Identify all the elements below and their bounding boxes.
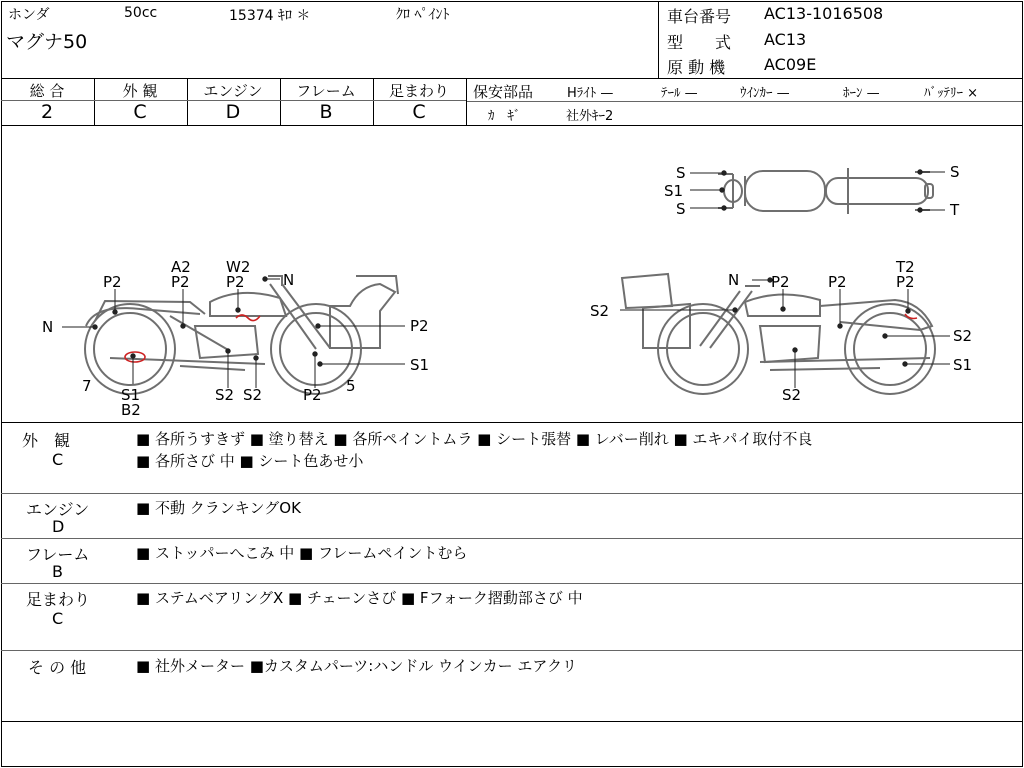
mark-label: P2 — [171, 273, 190, 291]
mark-label: S1 — [410, 356, 430, 374]
engine-model-value: AC09E — [764, 55, 817, 74]
remark-category-suspension: 足まわり — [26, 590, 91, 609]
grade-value-suspension: C — [412, 101, 426, 123]
mark-label: S — [676, 164, 686, 182]
safety-horn: ﾎｰﾝ — — [843, 86, 880, 101]
mark-label: W2 — [226, 258, 251, 276]
mark-label: T — [950, 201, 960, 219]
remark-line: ■ 各所うすきず ■ 塗り替え ■ 各所ペイントムラ ■ シート張替 ■ レバー削れ ■ エキパイ取付不良 — [136, 430, 813, 448]
key-label: ｶ ｷﾞ — [488, 109, 521, 124]
grade-label-engine: エンジン — [203, 82, 263, 100]
mark-label: 7 — [82, 377, 92, 395]
frame-number-value: AC13-1016508 — [764, 4, 884, 23]
mark-label: P2 — [103, 273, 122, 291]
motorcycle-diagram — [0, 126, 1022, 421]
remark-category-engine: エンジン — [26, 500, 90, 519]
mark-label: N — [42, 318, 54, 336]
mark-label: N — [283, 271, 295, 289]
mark-label: P2 — [771, 273, 790, 291]
remark-category-frame: フレーム — [26, 545, 90, 564]
mark-label: N — [728, 271, 740, 289]
divider — [1, 538, 1022, 539]
key-value: 社外ｷｰ2 — [566, 109, 614, 124]
right-view-bike — [622, 274, 935, 394]
divider — [1, 650, 1022, 651]
remark-grade-suspension: C — [52, 609, 64, 628]
mark-label: B2 — [121, 401, 141, 419]
model-type-value: AC13 — [764, 30, 807, 49]
remark-line: ■ ステムベアリングX ■ チェーンさび ■ Fフォーク摺動部さび 中 — [136, 589, 583, 607]
mark-label: S2 — [590, 302, 610, 320]
mark-label: S1 — [953, 356, 973, 374]
safety-winker: ｳｲﾝｶｰ — — [740, 86, 790, 101]
grade-label-overall: 総 合 — [29, 82, 65, 100]
mark-label: S — [950, 163, 960, 181]
remark-grade-engine: D — [52, 517, 65, 536]
mark-label: P2 — [896, 273, 915, 291]
remark-line: ■ 不動 クランキングOK — [136, 499, 301, 517]
mark-label: S2 — [215, 386, 235, 404]
mark-label: S1 — [121, 386, 141, 404]
grade-value-overall: 2 — [40, 101, 54, 123]
model-type-label: 型 式 — [667, 33, 732, 52]
mark-label: S1 — [664, 182, 684, 200]
mark-label: P2 — [303, 386, 322, 404]
mark-label: S2 — [782, 386, 802, 404]
mark-label: 5 — [346, 377, 356, 395]
divider — [1, 721, 1022, 722]
divider — [467, 101, 1022, 102]
remark-category-other: そ の 他 — [28, 658, 87, 677]
grade-value-frame: B — [319, 101, 333, 123]
mark-label: A2 — [171, 258, 191, 276]
remark-line: ■ 各所さび 中 ■ シート色あせ小 — [136, 452, 364, 470]
divider — [658, 1, 659, 78]
grade-label-exterior: 外 観 — [122, 82, 158, 100]
divider — [1, 583, 1022, 584]
grade-label-frame: フレーム — [296, 82, 356, 100]
top-view-bike — [718, 168, 933, 214]
color: ｸﾛ ﾍﾟｲﾝﾄ — [396, 7, 450, 23]
frame-number-label: 車台番号 — [667, 7, 732, 26]
displacement: 50cc — [124, 5, 158, 21]
model-name: マグナ50 — [6, 31, 88, 53]
maker: ホンダ — [8, 7, 50, 23]
remark-line: ■ 社外メーター ■カスタムパーツ:ハンドル ウインカー エアクリ — [136, 657, 577, 675]
grade-value-exterior: C — [133, 101, 147, 123]
remark-line: ■ ストッパーへこみ 中 ■ フレームペイントむら — [136, 544, 468, 562]
safety-tail: ﾃｰﾙ — — [661, 86, 698, 101]
safety-parts-label: 保安部品 — [473, 83, 534, 101]
remark-grade-frame: B — [52, 562, 63, 581]
safety-headlight: Hﾗｲﾄ — — [567, 86, 614, 101]
grade-label-suspension: 足まわり — [388, 82, 449, 100]
divider — [1, 493, 1022, 494]
safety-battery: ﾊﾞｯﾃﾘｰ × — [924, 86, 979, 101]
mark-label: P2 — [410, 317, 429, 335]
grade-value-engine: D — [225, 101, 241, 123]
mark-label: S — [676, 200, 686, 218]
mark-label: S2 — [243, 386, 263, 404]
divider — [1, 422, 1022, 423]
mark-label: S2 — [953, 327, 973, 345]
divider — [1, 78, 1022, 79]
mark-label: P2 — [226, 273, 245, 291]
mileage: 15374 ｷﾛ ＊ — [229, 8, 311, 24]
remark-grade-exterior: C — [52, 450, 64, 469]
mark-label: P2 — [828, 273, 847, 291]
remark-category-exterior: 外 観 — [22, 431, 71, 450]
mark-label: T2 — [896, 258, 915, 276]
engine-model-label: 原 動 機 — [667, 58, 726, 77]
